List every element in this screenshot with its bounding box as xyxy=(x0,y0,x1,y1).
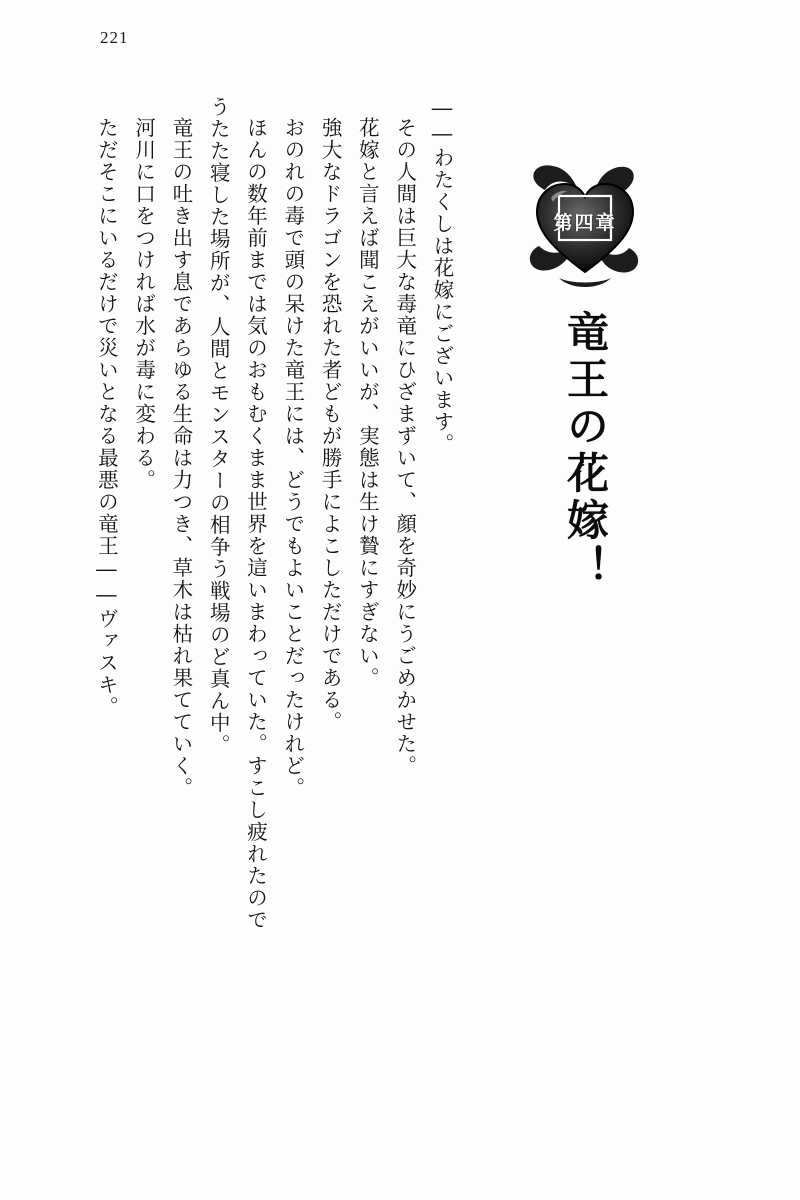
paragraph: ただそこにいるだけで災いとなる最悪の竜王――ヴァスキ。 xyxy=(94,116,119,718)
heart-dragon-emblem-icon xyxy=(515,150,655,300)
paragraph: 河川に口をつければ水が毒に変わる。 xyxy=(131,116,156,491)
paragraph: ――わたくしは花嫁にございます。 xyxy=(430,96,454,455)
paragraph: おのれの毒で頭の呆けた竜王には、どうでもよいことだったけれど。 xyxy=(280,116,305,799)
chapter-emblem-label: 第四章 xyxy=(553,212,617,234)
paragraph: うたた寝した場所が、人間とモンスターの相争う戦場のど真ん中。 xyxy=(206,96,231,756)
chapter-title: 竜王の花嫁！ xyxy=(561,310,611,592)
paragraph: その人間は巨大な毒竜にひざまずいて、顔を奇妙にうごめかせた。 xyxy=(392,116,417,777)
paragraph: 強大なドラゴンを恐れた者どもが勝手によこしただけである。 xyxy=(318,116,343,733)
paragraph: 竜王の吐き出す息であらゆる生命は力つき、草木は枯れ果てていく。 xyxy=(168,116,193,799)
chapter-heading xyxy=(505,150,665,610)
paragraph: ほんの数年前までは気のおもむくまま世界を這いまわっていた。すこし疲れたので xyxy=(243,116,268,931)
paragraph: 花嫁と言えば聞こえがいいが、実態は生け贄にすぎない。 xyxy=(355,116,380,689)
body-text xyxy=(60,96,460,1096)
page-number: 221 xyxy=(100,28,129,47)
